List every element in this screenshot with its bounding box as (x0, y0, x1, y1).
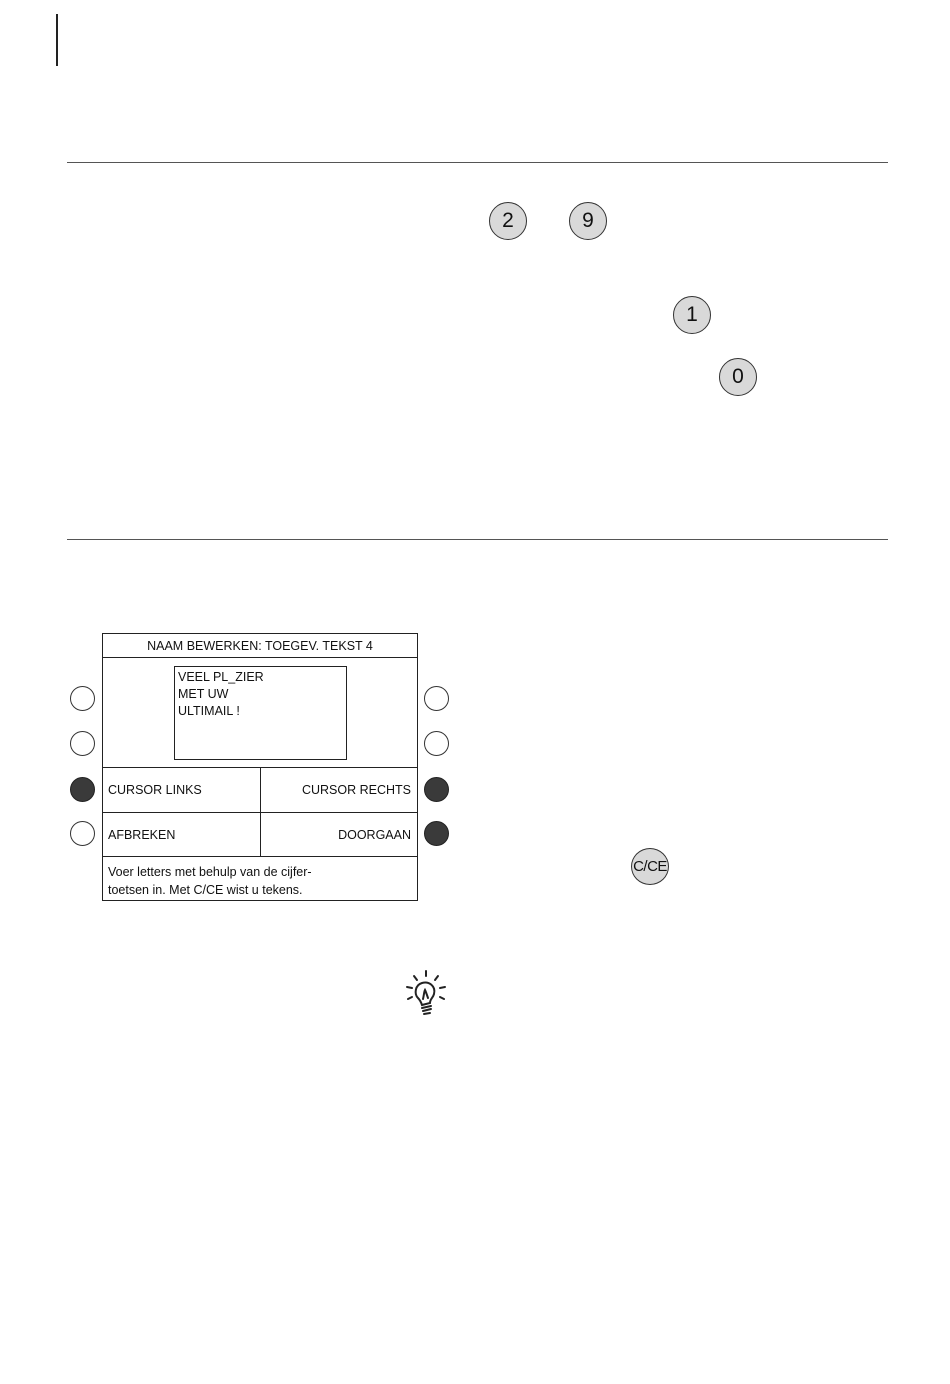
display-title: NAAM BEWERKEN: TOEGEV. TEKST 4 (103, 634, 417, 658)
continue-label: DOORGAAN (338, 828, 411, 842)
section-divider-middle (67, 539, 888, 540)
key-cce: C/CE (631, 848, 669, 885)
display-text-box (174, 666, 347, 760)
display-text-line: VEEL PL_ZIER (178, 670, 264, 684)
softkey-right-2 (424, 731, 449, 756)
softkey-right-4-active (424, 821, 449, 846)
softkey-row-cursor (103, 767, 417, 812)
softkey-left-1 (70, 686, 95, 711)
help-line: toetsen in. Met C/CE wist u tekens. (108, 883, 303, 897)
cancel-label: AFBREKEN (103, 813, 261, 857)
display-help-text (103, 856, 417, 900)
section-divider-top (67, 162, 888, 163)
key-0: 0 (719, 358, 757, 396)
cursor-left-label: CURSOR LINKS (103, 768, 261, 812)
help-line: Voer letters met behulp van de cijfer- (108, 865, 312, 879)
display-text-line: MET UW (178, 687, 229, 701)
page-margin-bar (56, 14, 58, 66)
softkey-right-1 (424, 686, 449, 711)
display-text-line: ULTIMAIL ! (178, 704, 240, 718)
softkey-left-4 (70, 821, 95, 846)
lightbulb-tip-icon (404, 968, 450, 1020)
key-9: 9 (569, 202, 607, 240)
cursor-right-label: CURSOR RECHTS (301, 783, 411, 797)
key-2: 2 (489, 202, 527, 240)
softkey-right-3-active (424, 777, 449, 802)
softkey-left-3-active (70, 777, 95, 802)
softkey-left-2 (70, 731, 95, 756)
softkey-row-actions (103, 812, 417, 857)
display-panel (102, 633, 418, 901)
key-1: 1 (673, 296, 711, 334)
